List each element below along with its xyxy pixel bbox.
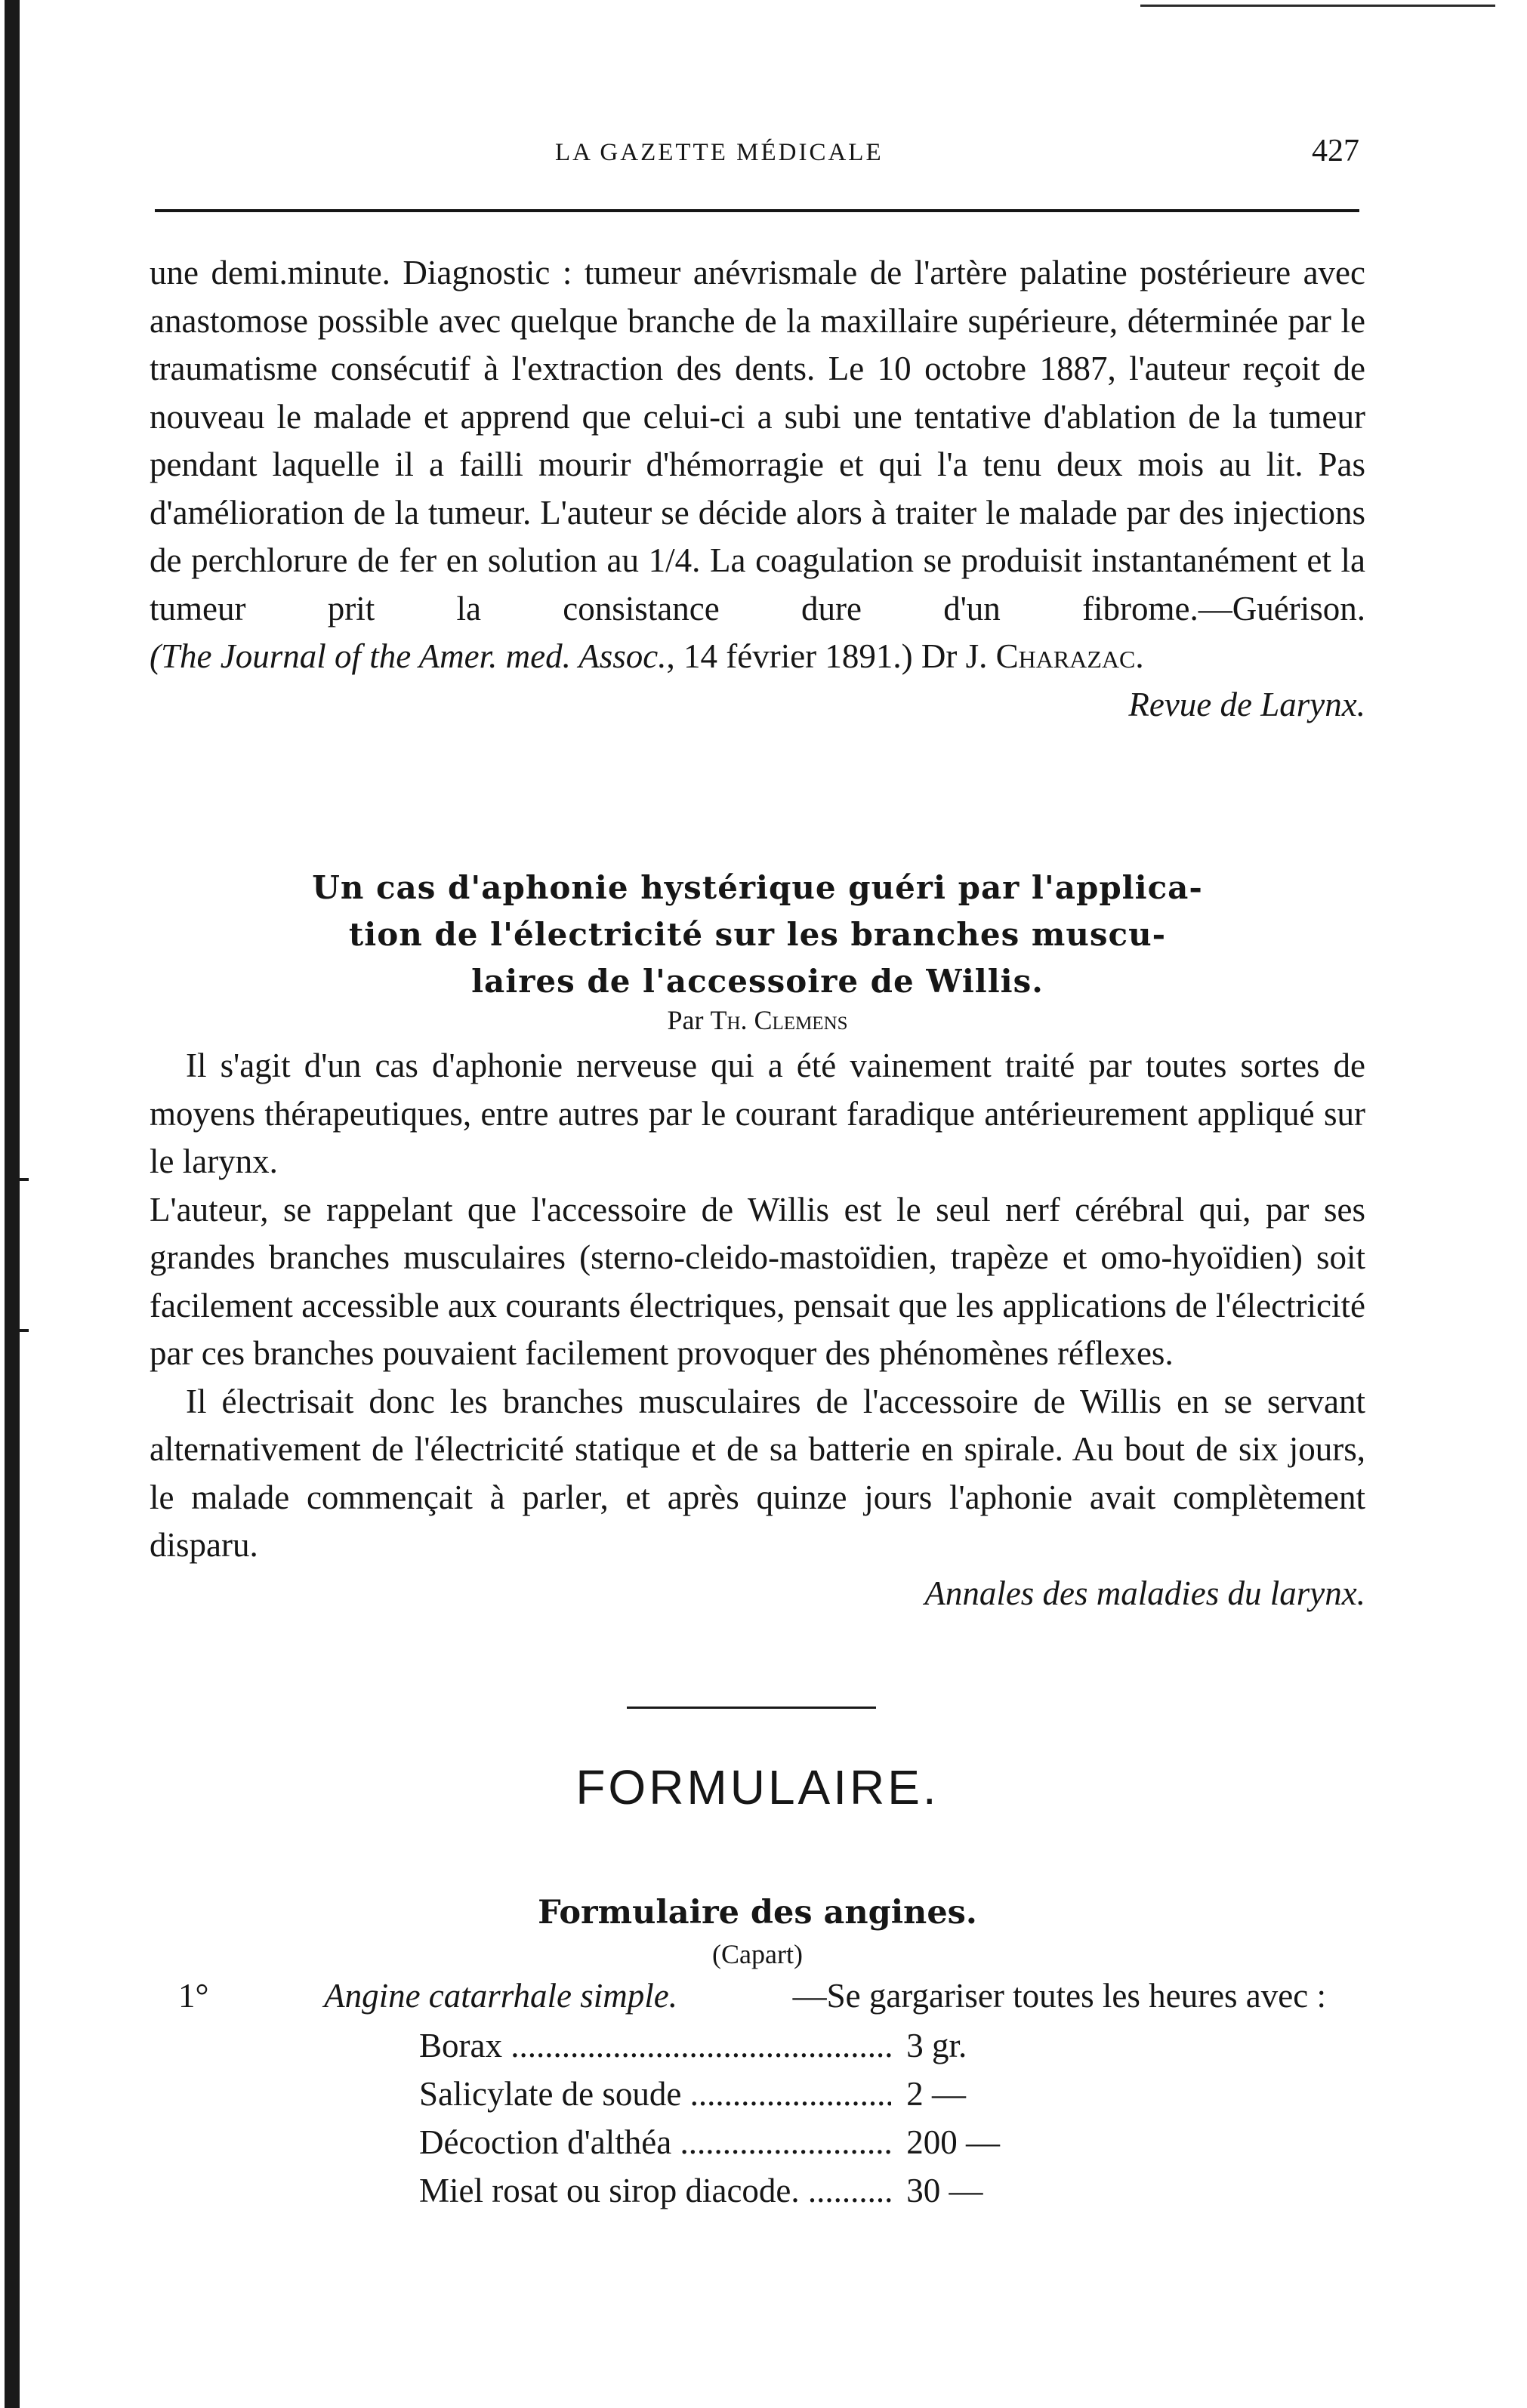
ingredient-quantity: 200 — <box>906 2123 1001 2161</box>
scan-mark <box>18 1329 29 1332</box>
source-reference: Revue de Larynx. <box>1128 685 1365 723</box>
citation-journal: (The Journal of the Amer. med. Assoc. <box>150 637 667 675</box>
citation-author-prefix: Dr J. <box>912 637 996 675</box>
recipe-row <box>419 2123 1076 2171</box>
page-header <box>155 133 1359 175</box>
ingredient-name: Miel rosat ou sirop diacode. ..... <box>419 2171 891 2210</box>
formula-item-instruction: —Se gargariser toutes les heures avec : <box>792 1977 1326 2015</box>
article-continuation <box>150 249 1365 729</box>
byline-author: Th. Clemens <box>710 1005 848 1035</box>
formula-item-title: Angine catarrhale simple. <box>324 1977 677 2015</box>
scan-top-rule <box>1140 5 1495 7</box>
byline-prefix: Par <box>667 1005 711 1035</box>
ingredient-name: Salicylate de soude ..... <box>419 2074 891 2114</box>
article-paragraph: L'auteur, se rappelant que l'accessoire de Willis est le seul nerf cérébral qui, par ses grandes branches musculaires (sterno-cleido-mastoïdien, trapèze et omo-hyoïdien) soit facilement accessible aux courants électriques, pensait que les applications de l'électricité par ces branches pouvaient facilement provoquer des phénomènes réflexes. <box>150 1190 1365 1372</box>
formula-item <box>178 1972 1326 2020</box>
ingredient-quantity: 2 — <box>906 2075 967 2113</box>
section-heading: FORMULAIRE. <box>575 1760 939 1814</box>
header-rule <box>155 209 1359 212</box>
scan-mark <box>18 1178 29 1181</box>
citation-author: Charazac. <box>995 637 1144 675</box>
ingredient-name: Décoction d'althéa ..... <box>419 2123 891 2162</box>
article-title <box>150 865 1365 1005</box>
recipe-table <box>419 2026 1076 2219</box>
article-citation <box>150 633 1365 681</box>
article-paragraph: Il électrisait donc les branches musculaires de l'accessoire de Willis en se servant alternativement de l'électricité statique et de sa batterie en spirale. Au bout de six jours, le malade commençait à parler, et après quinze jours l'aphonie avait complètement disparu. <box>150 1382 1365 1564</box>
ingredient-quantity: 30 — <box>906 2172 983 2209</box>
page-number: 427 <box>1312 134 1359 168</box>
source-reference: Annales des maladies du larynx. <box>924 1574 1365 1612</box>
recipe-row <box>419 2026 1076 2074</box>
journal-title: LA GAZETTE MÉDICALE <box>555 139 884 166</box>
article-title-line: tion de l'électricité sur les branches muscu- <box>348 916 1167 953</box>
ingredient-name: Borax ..... <box>419 2026 891 2065</box>
article-title-line: laires de l'accessoire de Willis. <box>471 963 1044 1000</box>
ingredient-quantity: 3 gr. <box>906 2027 967 2064</box>
formula-item-number: 1° <box>178 1977 209 2015</box>
recipe-row <box>419 2074 1076 2123</box>
article-byline <box>150 1004 1365 1036</box>
article-paragraph: Il s'agit d'un cas d'aphonie nerveuse qui a été vainement traité par toutes sortes de moyens thérapeutiques, entre autres par le courant faradique antérieurement appliqué sur le larynx. <box>150 1047 1365 1180</box>
article-title-line: Un cas d'aphonie hystérique guéri par l'applica- <box>312 869 1203 906</box>
citation-date: , 14 février 1891.) <box>666 637 913 675</box>
section-subheading: Formulaire des angines. <box>538 1894 977 1932</box>
scan-binding-edge <box>0 0 53 2408</box>
section-author: (Capart) <box>712 1939 803 1969</box>
section-separator <box>627 1707 876 1709</box>
article-paragraph: une demi.minute. Diagnostic : tumeur anévrismale de l'artère palatine postérieure avec anastomose possible avec quelque branche de la maxillaire supérieure, déterminée par le traumatisme consécutif à l'extraction des dents. Le 10 octobre 1887, l'auteur reçoit de nouveau le malade et apprend que celui-ci a subi une tentative d'ablation de la tumeur pendant laquelle il a failli mourir d'hémorragie et qui l'a tenu deux mois au lit. Pas d'amélioration de la tumeur. L'auteur se décide alors à traiter le malade par des injections de perchlorure de fer en solution au 1/4. La coagulation se produisit instantanément et la tumeur prit la consistance dure d'un fibrome.—Guérison. <box>150 254 1365 627</box>
recipe-row <box>419 2171 1076 2219</box>
article-body <box>150 1042 1365 1617</box>
